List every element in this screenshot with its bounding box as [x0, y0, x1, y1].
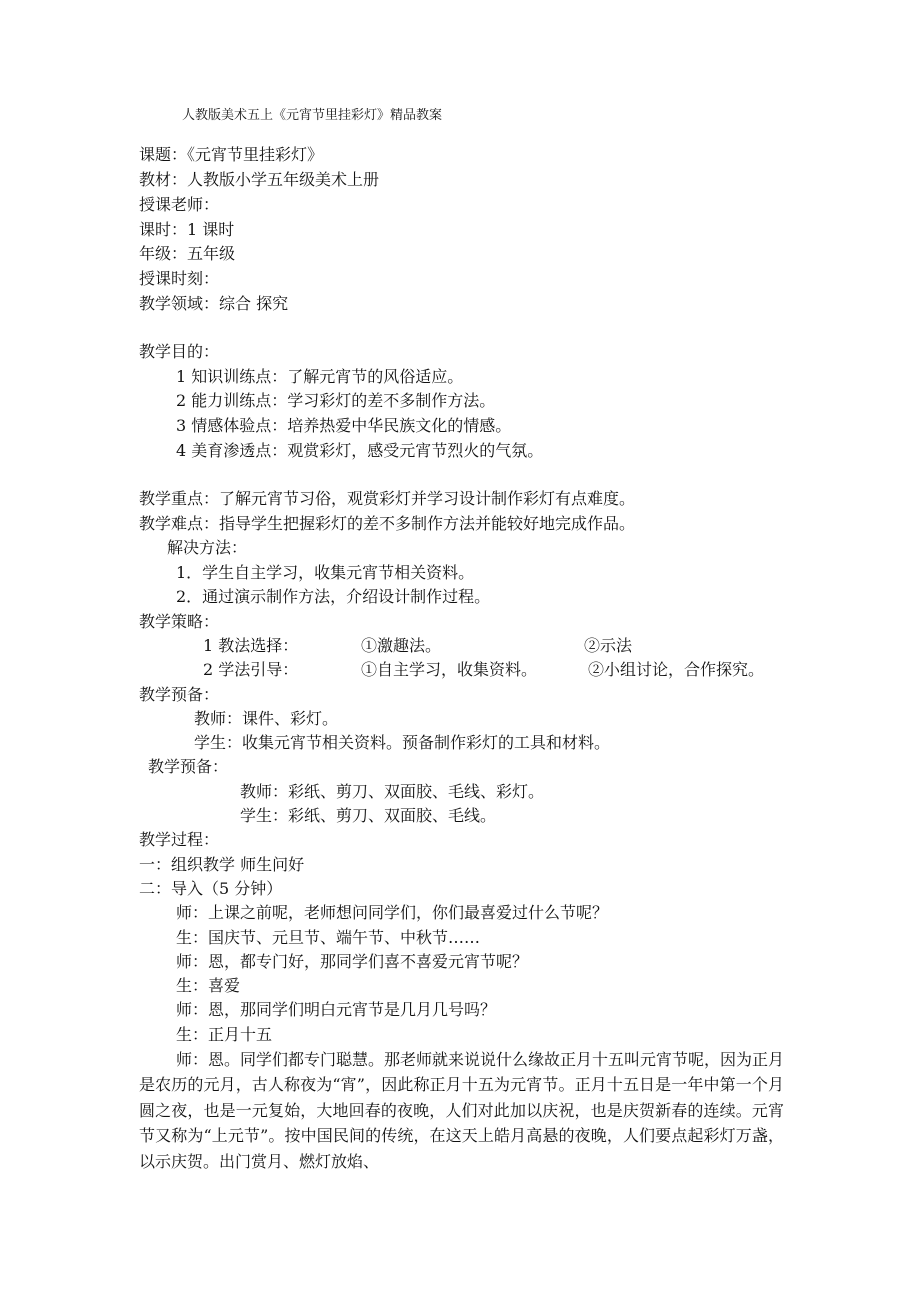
prep-teacher-2: 教师：彩纸、剪刀、双面胶、毛线、彩灯。: [240, 782, 545, 801]
dialogue-line: 师：恩，都专门好，那同学们喜不喜爱元宵节呢？: [176, 952, 529, 971]
prep-student: 学生：收集元宵节相关资料。预备制作彩灯的工具和材料。: [194, 733, 611, 752]
prep-heading-2: 教学预备：: [148, 757, 229, 776]
document-title: 人教版美术五上《元宵节里挂彩灯》精品教案: [182, 108, 443, 123]
objective-item: 3 情感体验点：培养热爱中华民族文化的情感。: [176, 416, 512, 435]
difficulty: 教学难点：指导学生把握彩灯的差不多制作方法并能较好地完成作品。: [139, 514, 636, 533]
objective-item: 4 美育渗透点：观赏彩灯，感受元宵节烈火的气氛。: [176, 441, 544, 460]
prep-heading: 教学预备：: [139, 685, 220, 704]
prep-teacher: 教师：课件、彩灯。: [194, 709, 339, 728]
prep-student-2: 学生：彩纸、剪刀、双面胶、毛线。: [240, 806, 497, 825]
dialogue-line: 生：正月十五: [176, 1025, 273, 1044]
field-grade: 年级：五年级: [139, 244, 236, 263]
strategy-method-b: ②示法: [584, 636, 633, 655]
process-heading: 教学过程：: [139, 830, 220, 849]
strategy-method-b: ②小组讨论，合作探究。: [588, 660, 765, 679]
process-step-2: 二：导入（5 分钟）: [139, 879, 283, 898]
field-time: 授课时刻：: [139, 269, 220, 288]
strategy-heading: 教学策略：: [139, 612, 220, 631]
dialogue-line: 师：恩，那同学们明白元宵节是几月几号吗？: [176, 1000, 497, 1019]
field-domain: 教学领域：综合 探究: [139, 294, 289, 313]
key-point: 教学重点：了解元宵节习俗，观赏彩灯并学习设计制作彩灯有点难度。: [139, 489, 636, 508]
field-textbook: 教材：人教版小学五年级美术上册: [139, 170, 380, 189]
solution-heading: 解决方法：: [167, 538, 248, 557]
solution-item: 2．通过演示制作方法，介绍设计制作过程。: [176, 587, 491, 606]
dialogue-line: 生：喜爱: [176, 976, 241, 995]
field-topic: 课题：《元宵节里挂彩灯》: [139, 145, 324, 164]
dialogue-line: 生：国庆节、元旦节、端午节、中秋节……: [176, 928, 481, 947]
objective-item: 1 知识训练点：了解元宵节的风俗适应。: [176, 367, 464, 386]
strategy-method-a: ①自主学习，收集资料。: [361, 660, 538, 679]
field-teacher: 授课老师：: [139, 195, 220, 214]
solution-item: 1．学生自主学习，收集元宵节相关资料。: [176, 563, 475, 582]
dialogue-line: 师：上课之前呢，老师想问同学们，你们最喜爱过什么节呢？: [176, 903, 609, 922]
strategy-label: 1 教法选择：: [203, 636, 299, 655]
strategy-label: 2 学法引导：: [203, 660, 299, 679]
strategy-method-a: ①激趣法。: [361, 636, 442, 655]
process-step-1: 一：组织教学 师生问好: [139, 855, 305, 874]
explanation-paragraph: 师：恩。同学们都专门聪慧。那老师就来说说什么缘故正月十五叫元宵节呢，因为正月是农历的元月，古人称夜为“宵”，因此称正月十五为元宵节。正月十五日是一年中第一个月圆之夜，也是一元复始，大地回春的夜晚，人们对此加以庆祝，也是庆贺新春的连续。元宵节又称为“上元节”。按中国民间的传统，在这天上皓月高悬的夜晚，人们要点起彩灯万盏，以示庆贺。出门赏月、燃灯放焰、: [139, 1050, 785, 1171]
objectives-heading: 教学目的：: [139, 342, 220, 361]
field-periods: 课时：1 课时: [139, 220, 235, 239]
objective-item: 2 能力训练点：学习彩灯的差不多制作方法。: [176, 391, 496, 410]
